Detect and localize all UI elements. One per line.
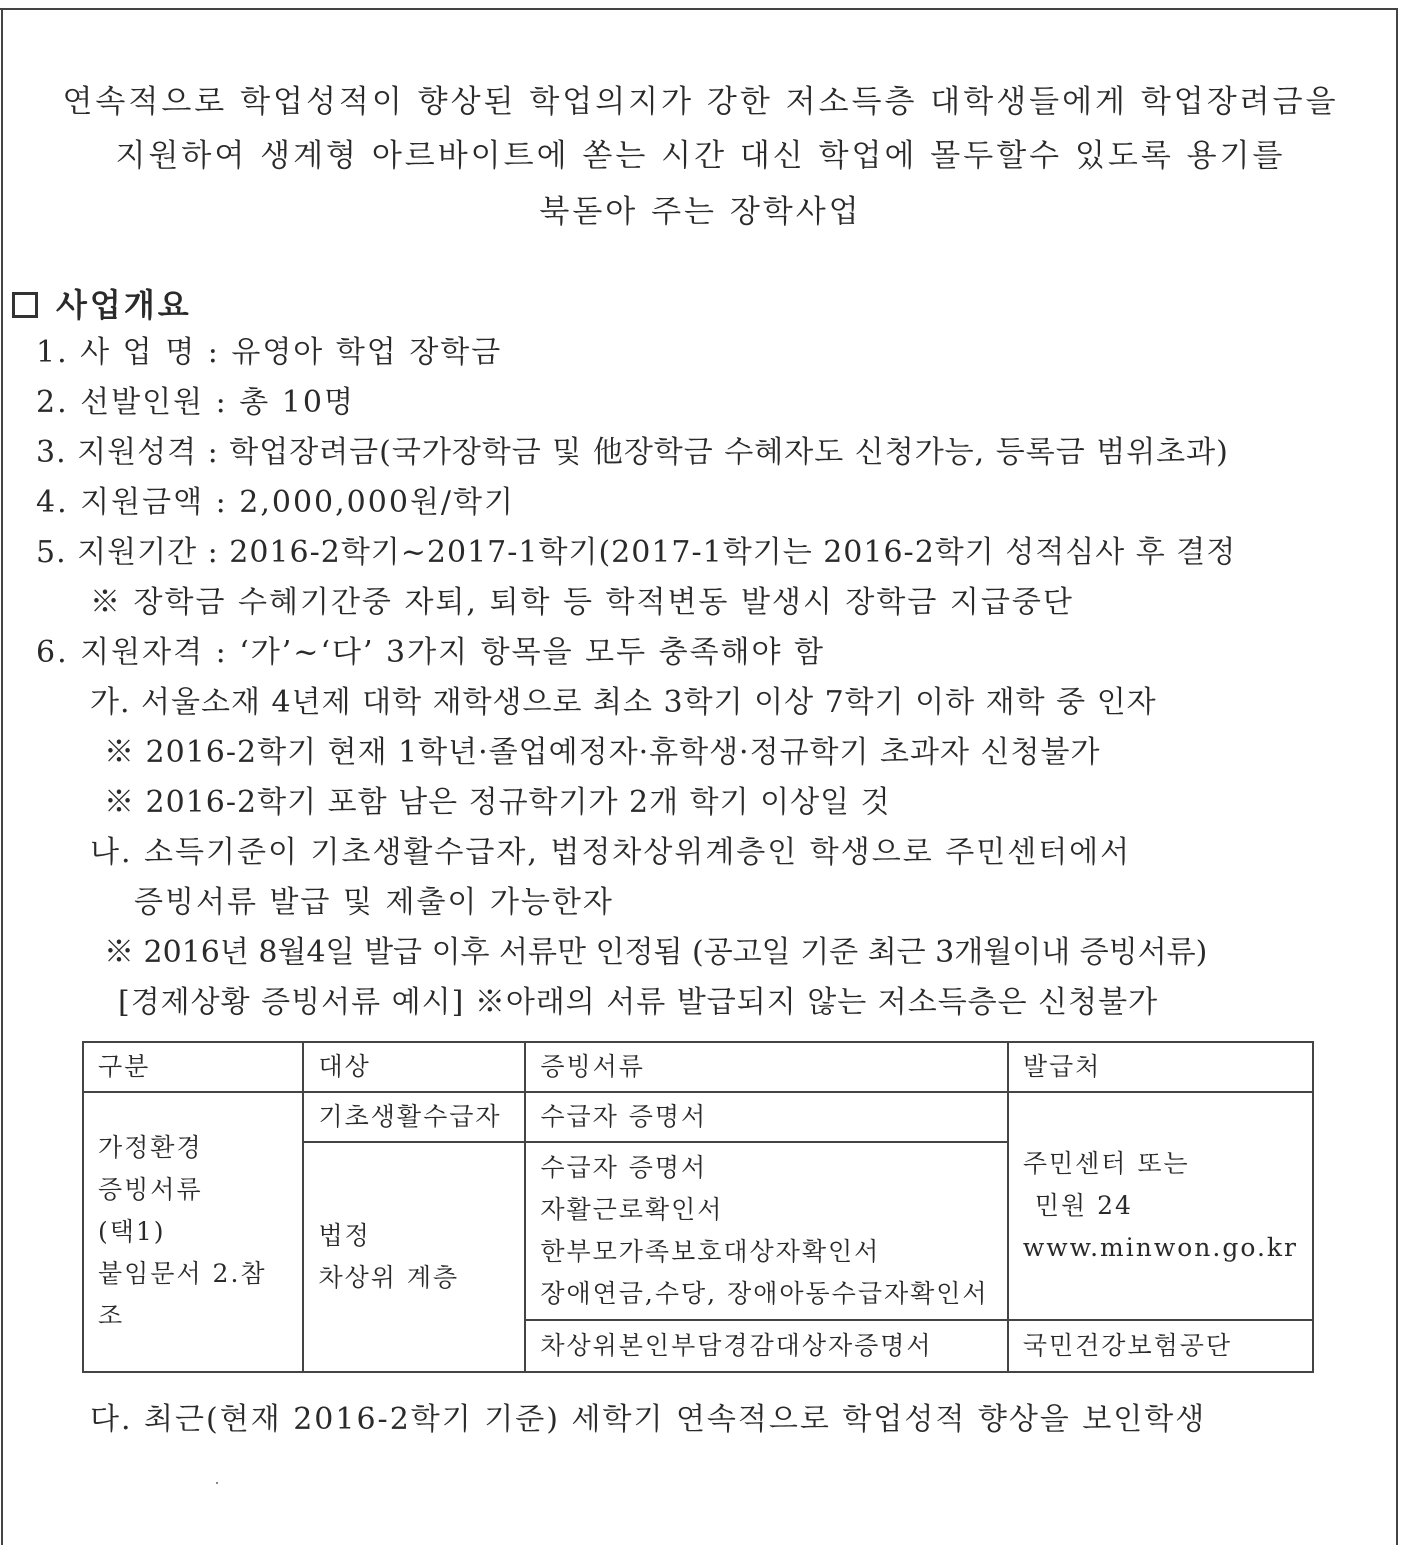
frame-top-border (0, 8, 1398, 10)
intro-line-2: 지원하여 생계형 아르바이트에 쏟는 시간 대신 학업에 몰두할수 있도록 용기를 (115, 138, 1286, 174)
legal-docs-cell (525, 1142, 1008, 1320)
legal-doc-line: 수급자 증명서 (540, 1153, 708, 1182)
evidence-documents-table (82, 1041, 1314, 1373)
item-support-amount: 4. 지원금액 : 2,000,000원/학기 (36, 485, 515, 520)
legal-target-line: 법정 (318, 1221, 371, 1250)
section-heading (12, 280, 192, 326)
frame-right-border (1396, 8, 1398, 1545)
item-project-name: 1. 사 업 명 : 유영아 학업 장학금 (36, 335, 503, 370)
frame-left-border (1, 8, 3, 1545)
note-a-1: ※ 2016-2학기 현재 1학년·졸업예정자·휴학생·정규학기 초과자 신청불가 (104, 735, 1101, 770)
checkbox-square-icon (12, 292, 38, 318)
legal-doc-line: 자활근로확인서 (540, 1195, 724, 1224)
eligibility-b-cont: 증빙서류 발급 및 제출이 가능한자 (134, 885, 614, 920)
header-target: 대상 (303, 1042, 525, 1092)
intro-line-3: 북돋아 주는 장학사업 (539, 194, 862, 230)
header-issuer: 발급처 (1008, 1042, 1313, 1092)
issuer-url: www.minwon.go.kr (1022, 1233, 1298, 1262)
legal-doc-line: 한부모가족보호대상자확인서 (540, 1237, 881, 1266)
section-heading-text: 사업개요 (56, 286, 192, 324)
category-line: 가정환경 (98, 1133, 203, 1162)
item-support-type: 3. 지원성격 : 학업장려금(국가장학금 및 他장학금 수혜자도 신청가능, 등록금 범위초과) (36, 435, 1229, 470)
note-suspension: ※ 장학금 수혜기간중 자퇴, 퇴학 등 학적변동 발생시 장학금 지급중단 (90, 585, 1074, 620)
eligibility-a: 가. 서울소재 4년제 대학 재학생으로 최소 3학기 이상 7학기 이하 재학 중 인자 (90, 685, 1157, 720)
table-header-row (83, 1042, 1313, 1092)
issuer-line: 주민센터 또는 (1022, 1149, 1190, 1178)
category-cell (83, 1092, 303, 1372)
basic-doc-cell: 수급자 증명서 (525, 1092, 1008, 1142)
eligibility-c: 다. 최근(현재 2016-2학기 기준) 세학기 연속적으로 학업성적 향상을 보인학생 (90, 1402, 1207, 1437)
legal-target-line: 차상위 계층 (318, 1263, 460, 1292)
issuer-last-cell: 국민건강보험공단 (1008, 1320, 1313, 1372)
intro-line-1: 연속적으로 학업성적이 향상된 학업의지가 강한 저소득층 대학생들에게 학업장려금을 (62, 84, 1339, 120)
item-support-period: 5. 지원기간 : 2016-2학기~2017-1학기(2017-1학기는 2016-2학기 성적심사 후 결정 (36, 535, 1237, 570)
eligibility-b: 나. 소득기준이 기초생활수급자, 법정차상위계층인 학생으로 주민센터에서 (90, 835, 1132, 870)
header-documents: 증빙서류 (525, 1042, 1008, 1092)
table-row (83, 1092, 1313, 1142)
category-line: (택1) (98, 1217, 166, 1246)
note-a-2: ※ 2016-2학기 포함 남은 정규학기가 2개 학기 이상일 것 (104, 785, 891, 820)
basic-target-cell: 기초생활수급자 (303, 1092, 525, 1142)
header-category: 구분 (83, 1042, 303, 1092)
legal-doc-line: 장애연금,수당, 장애아동수급자확인서 (540, 1279, 989, 1308)
category-line: 증빙서류 (98, 1175, 203, 1204)
note-b-1: ※ 2016년 8월4일 발급 이후 서류만 인정됨 (공고일 기준 최근 3개월이내 증빙서류) (104, 935, 1208, 970)
legal-target-cell (303, 1142, 525, 1372)
item-eligibility: 6. 지원자격 : ‘가’~‘다’ 3가지 항목을 모두 충족해야 함 (36, 635, 826, 670)
item-recipients: 2. 선발인원 : 총 10명 (36, 385, 355, 420)
table-caption: [경제상황 증빙서류 예시] ※아래의 서류 발급되지 않는 저소득층은 신청불가 (118, 985, 1159, 1020)
category-line: 붙임문서 2.참조 (98, 1259, 267, 1330)
issuer-main-cell (1008, 1092, 1313, 1320)
scan-speck (216, 1482, 218, 1484)
issuer-line: 민원 24 (1034, 1191, 1133, 1220)
last-doc-cell: 차상위본인부담경감대상자증명서 (525, 1320, 1008, 1372)
